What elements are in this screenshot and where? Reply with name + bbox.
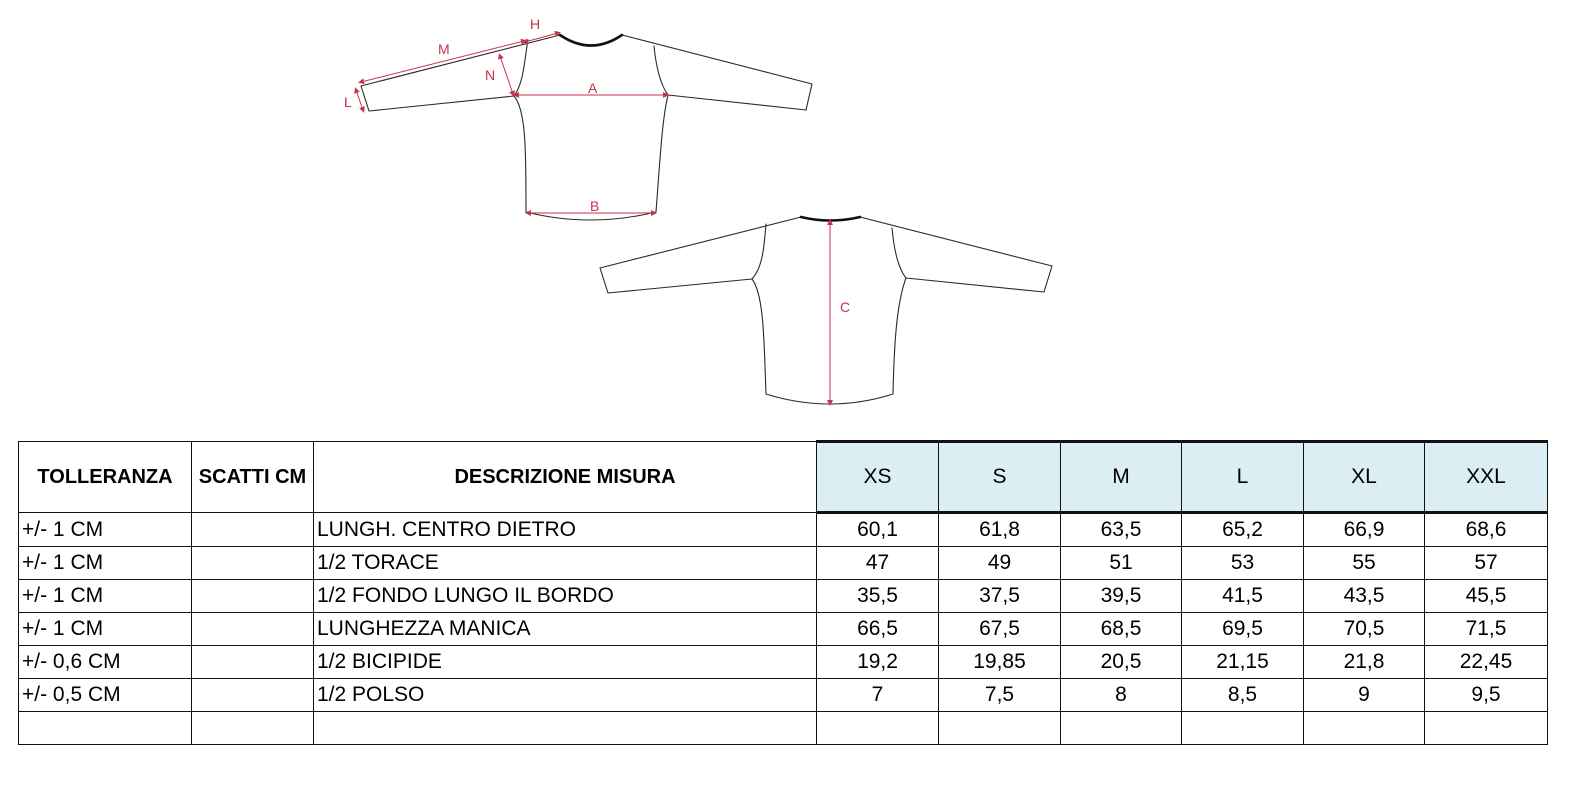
- cell-size-value: 63,5: [1061, 513, 1182, 547]
- measure-label-c: C: [840, 299, 851, 315]
- cell-size-value: 9: [1304, 679, 1425, 712]
- cell-descrizione-misura: 1/2 FONDO LUNGO IL BORDO: [314, 580, 817, 613]
- back-collar: [801, 217, 860, 221]
- cell-descrizione-misura: LUNGHEZZA MANICA: [314, 613, 817, 646]
- header-size: M: [1061, 442, 1182, 513]
- cell-scatti-cm: [192, 613, 314, 646]
- cell-scatti-cm: [192, 580, 314, 613]
- cell-size-value: 7,5: [939, 679, 1061, 712]
- cell-size-value: 19,2: [817, 646, 939, 679]
- cell-size-value: 60,1: [817, 513, 939, 547]
- cell-size-value: 69,5: [1182, 613, 1304, 646]
- table-row: [19, 613, 1548, 646]
- cell-size-value: [1425, 712, 1548, 745]
- cell-size-value: [1182, 712, 1304, 745]
- table-body: [19, 513, 1548, 745]
- measure-label-m: M: [438, 41, 450, 57]
- table-row: [19, 513, 1548, 547]
- cell-scatti-cm: [192, 679, 314, 712]
- measure-label-n: N: [485, 67, 496, 83]
- front-view-sketch: [344, 16, 812, 220]
- cell-size-value: 49: [939, 547, 1061, 580]
- header-size: XS: [817, 442, 939, 513]
- measure-label-a: A: [588, 80, 598, 96]
- table-row: [19, 679, 1548, 712]
- back-view-sketch: [600, 217, 1052, 404]
- cell-size-value: 21,15: [1182, 646, 1304, 679]
- cell-tolleranza: +/- 1 CM: [19, 580, 192, 613]
- cell-tolleranza: +/- 1 CM: [19, 547, 192, 580]
- cell-size-value: 47: [817, 547, 939, 580]
- header-tolleranza: TOLLERANZA: [19, 442, 192, 513]
- cell-size-value: [817, 712, 939, 745]
- cell-size-value: 70,5: [1304, 613, 1425, 646]
- cell-size-value: 67,5: [939, 613, 1061, 646]
- header-size: S: [939, 442, 1061, 513]
- cell-size-value: 45,5: [1425, 580, 1548, 613]
- measure-line-l: [356, 90, 363, 110]
- table-row: [19, 646, 1548, 679]
- header-scatti-cm: SCATTI CM: [192, 442, 314, 513]
- cell-size-value: 55: [1304, 547, 1425, 580]
- cell-size-value: 53: [1182, 547, 1304, 580]
- cell-descrizione-misura: [314, 712, 817, 745]
- measure-label-h: H: [530, 16, 541, 32]
- cell-size-value: 66,5: [817, 613, 939, 646]
- front-left-armhole-seam: [514, 40, 528, 96]
- front-right-armhole-seam: [654, 46, 668, 95]
- cell-tolleranza: +/- 0,6 CM: [19, 646, 192, 679]
- table-row: [19, 547, 1548, 580]
- cell-size-value: 71,5: [1425, 613, 1548, 646]
- table-header-row: [19, 442, 1548, 513]
- measure-line-n: [500, 56, 513, 94]
- cell-size-value: 66,9: [1304, 513, 1425, 547]
- cell-size-value: 9,5: [1425, 679, 1548, 712]
- cell-size-value: [1061, 712, 1182, 745]
- cell-size-value: 21,8: [1304, 646, 1425, 679]
- header-descrizione-misura: DESCRIZIONE MISURA: [314, 442, 817, 513]
- cell-size-value: 39,5: [1061, 580, 1182, 613]
- cell-size-value: 43,5: [1304, 580, 1425, 613]
- cell-size-value: [939, 712, 1061, 745]
- measure-label-l: L: [344, 94, 352, 110]
- back-body-outline: [600, 217, 1052, 404]
- cell-size-value: 7: [817, 679, 939, 712]
- cell-tolleranza: +/- 0,5 CM: [19, 679, 192, 712]
- cell-size-value: 61,8: [939, 513, 1061, 547]
- cell-tolleranza: +/- 1 CM: [19, 613, 192, 646]
- cell-size-value: 68,6: [1425, 513, 1548, 547]
- cell-size-value: 22,45: [1425, 646, 1548, 679]
- cell-size-value: 35,5: [817, 580, 939, 613]
- table-row: [19, 712, 1548, 745]
- front-collar: [560, 35, 622, 46]
- cell-descrizione-misura: 1/2 TORACE: [314, 547, 817, 580]
- cell-size-value: 51: [1061, 547, 1182, 580]
- measure-line-h: [525, 33, 558, 42]
- cell-descrizione-misura: LUNGH. CENTRO DIETRO: [314, 513, 817, 547]
- cell-scatti-cm: [192, 646, 314, 679]
- header-size: L: [1182, 442, 1304, 513]
- cell-scatti-cm: [192, 513, 314, 547]
- cell-size-value: 68,5: [1061, 613, 1182, 646]
- cell-descrizione-misura: 1/2 POLSO: [314, 679, 817, 712]
- measure-label-b: B: [590, 198, 600, 214]
- cell-size-value: 20,5: [1061, 646, 1182, 679]
- table-row: [19, 580, 1548, 613]
- cell-scatti-cm: [192, 712, 314, 745]
- cell-size-value: 37,5: [939, 580, 1061, 613]
- cell-size-value: 57: [1425, 547, 1548, 580]
- cell-size-value: 41,5: [1182, 580, 1304, 613]
- header-size: XL: [1304, 442, 1425, 513]
- cell-size-value: 19,85: [939, 646, 1061, 679]
- back-right-armhole-seam: [892, 228, 906, 278]
- cell-size-value: 8: [1061, 679, 1182, 712]
- header-size: XXL: [1425, 442, 1548, 513]
- cell-scatti-cm: [192, 547, 314, 580]
- size-chart-table: [18, 440, 1548, 745]
- front-body-outline: [361, 35, 812, 220]
- cell-tolleranza: [19, 712, 192, 745]
- cell-size-value: 8,5: [1182, 679, 1304, 712]
- back-left-armhole-seam: [752, 224, 766, 279]
- cell-size-value: 65,2: [1182, 513, 1304, 547]
- cell-size-value: [1304, 712, 1425, 745]
- cell-descrizione-misura: 1/2 BICIPIDE: [314, 646, 817, 679]
- cell-tolleranza: +/- 1 CM: [19, 513, 192, 547]
